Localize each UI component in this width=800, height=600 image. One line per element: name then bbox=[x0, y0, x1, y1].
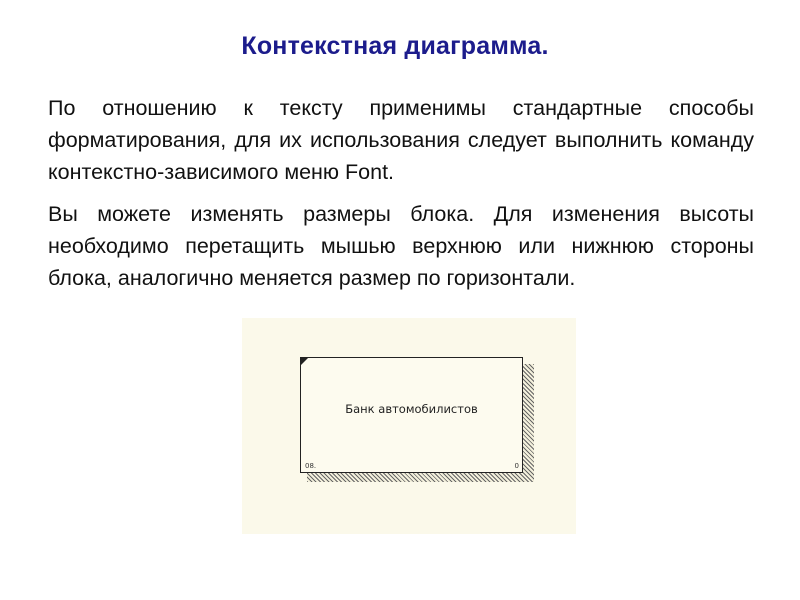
paragraph-resizing: Вы можете изменять размеры блока. Для изменения высоты необходимо перетащить мышью верхнюю или нижнюю стороны блока, аналогично меняется размер по горизонтали. bbox=[48, 202, 754, 290]
paragraph-formatting: По отношению к тексту применимы стандартные способы форматирования, для их использования следует выполнить команду контекстно-зависимого меню Font. bbox=[48, 96, 754, 184]
block-label: Банк автомобилистов bbox=[345, 402, 478, 416]
block-node-number: 08. bbox=[305, 462, 317, 470]
block-cost: 0 bbox=[514, 462, 519, 470]
block-corner-marker bbox=[301, 358, 308, 365]
context-block[interactable] bbox=[300, 357, 523, 473]
slide-title: Контекстная диаграмма. bbox=[241, 32, 549, 60]
body-text bbox=[48, 92, 754, 304]
